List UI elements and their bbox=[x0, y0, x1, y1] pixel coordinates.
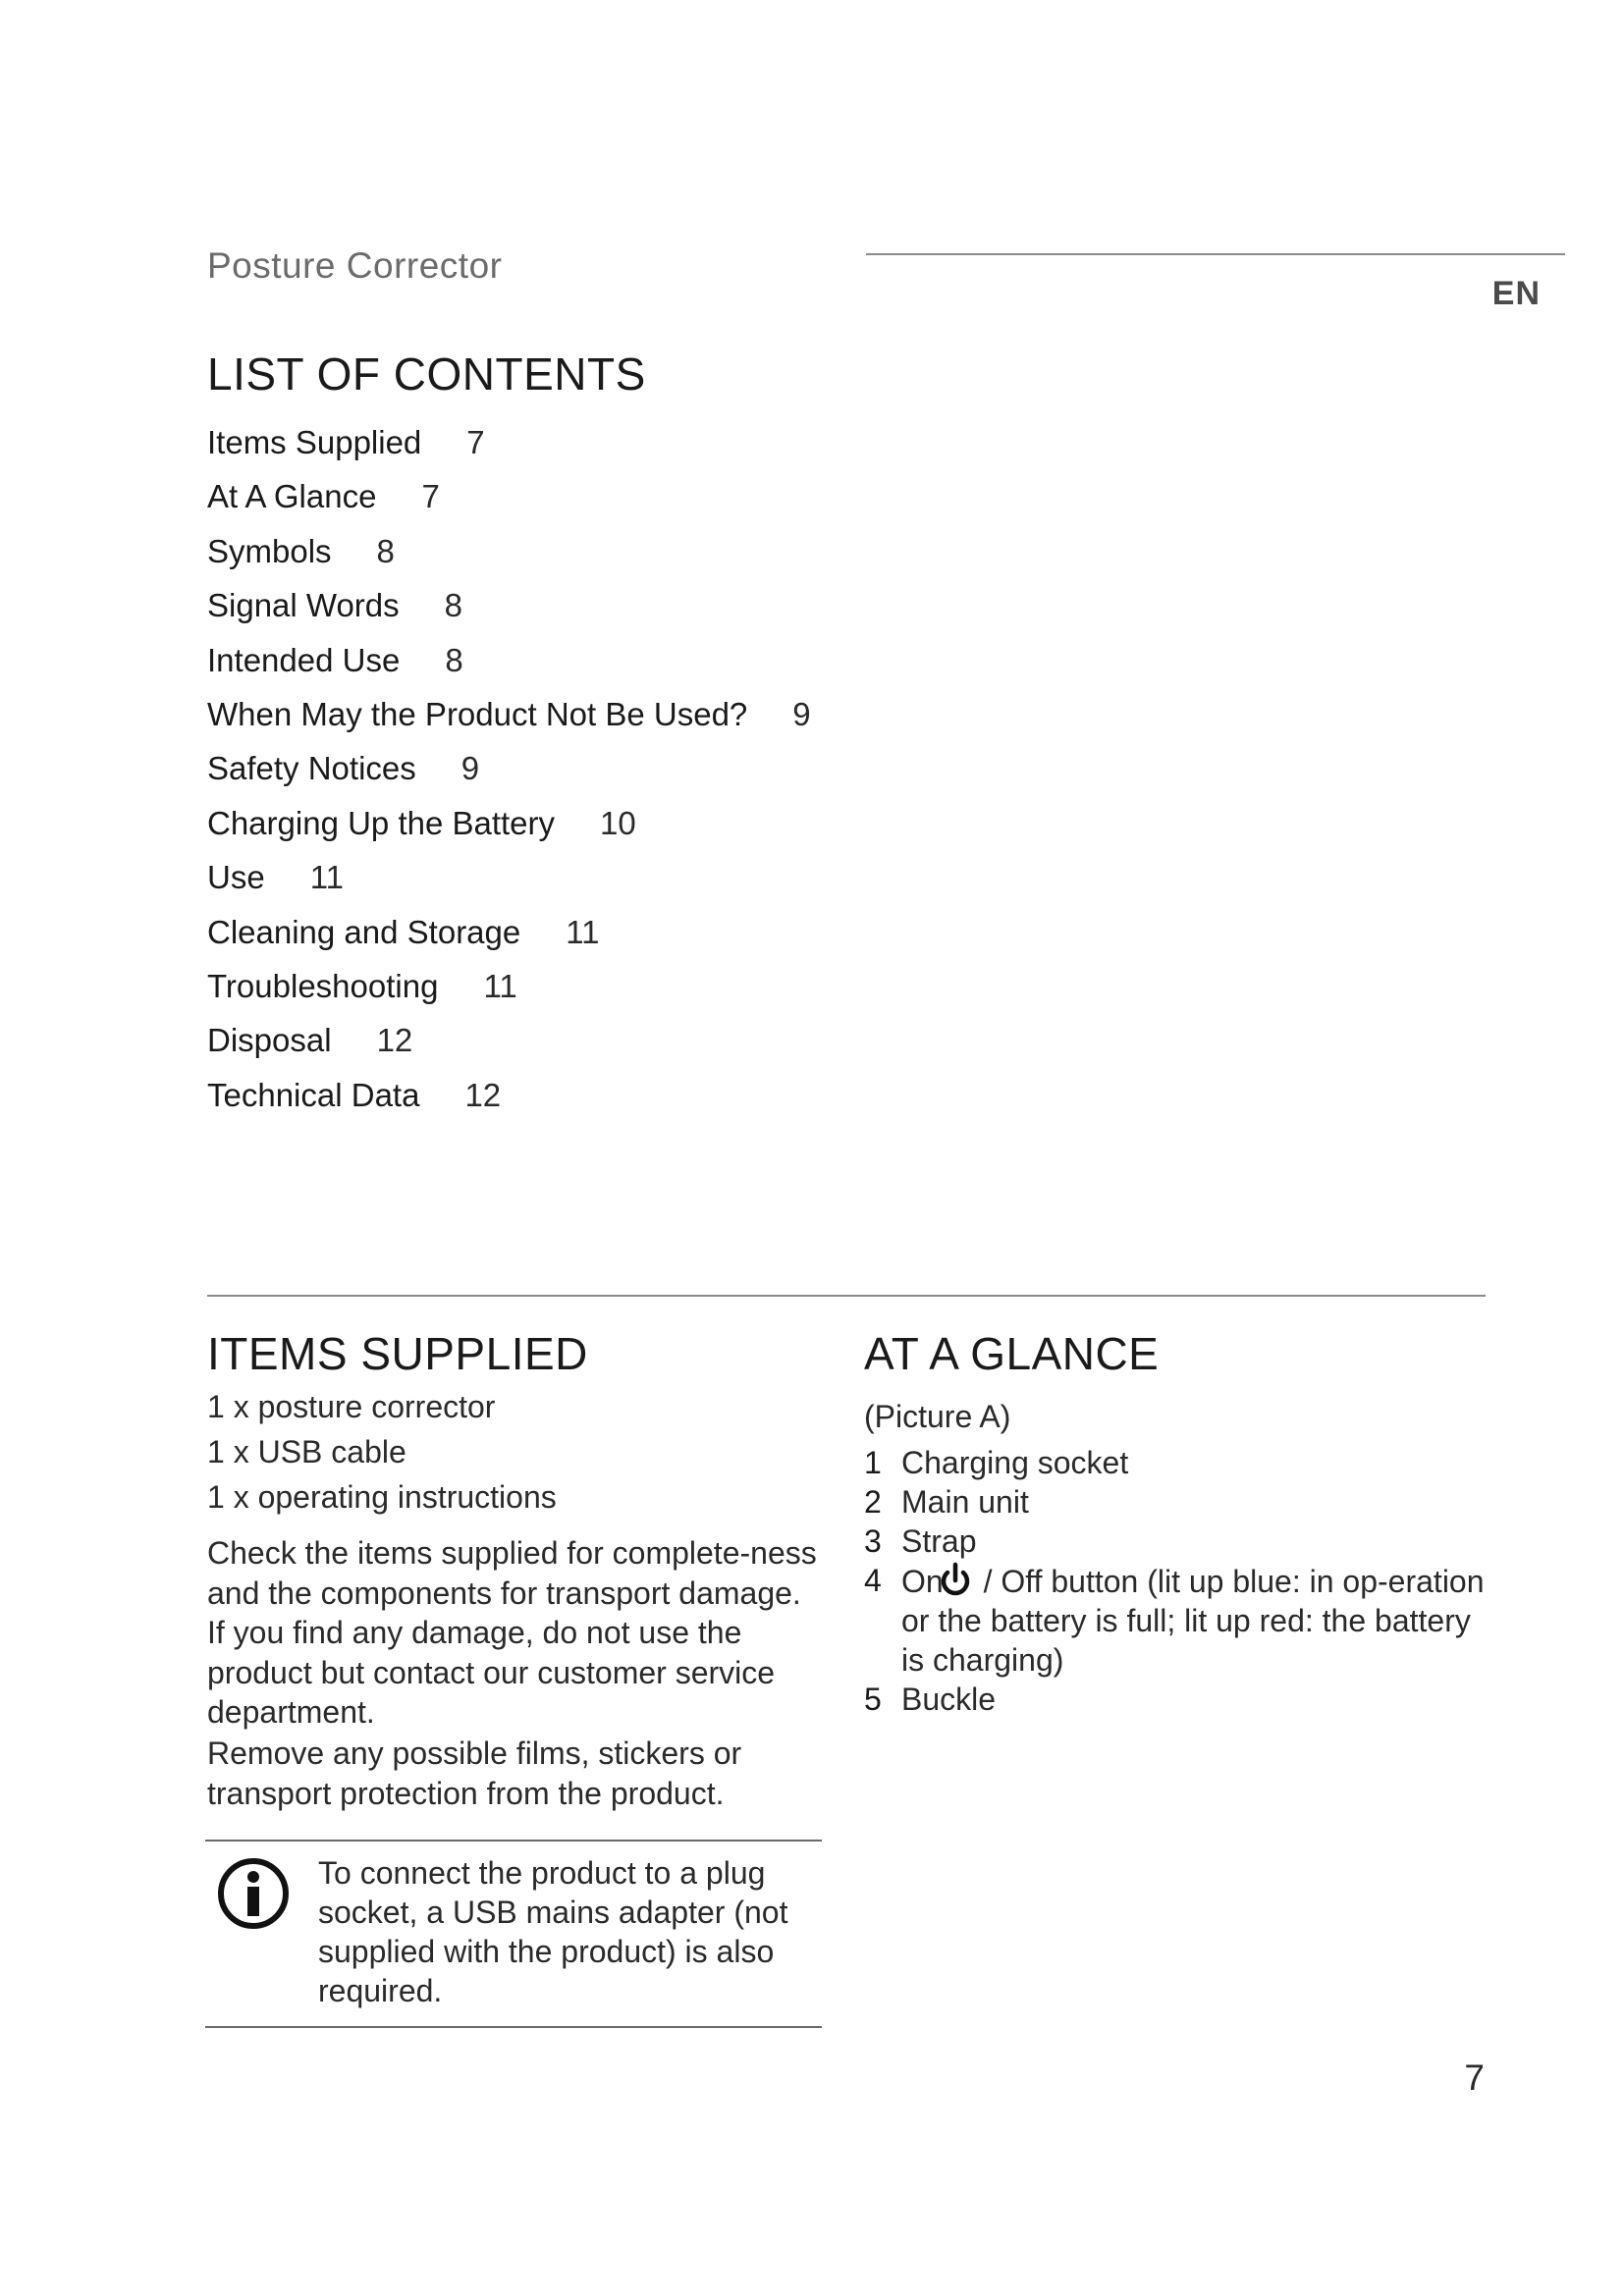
toc-entry[interactable] bbox=[207, 741, 811, 795]
toc-entry[interactable] bbox=[207, 633, 811, 687]
toc-entry-page: 11 bbox=[566, 913, 600, 950]
toc-entry-page: 10 bbox=[600, 804, 636, 841]
part-number: 3 bbox=[864, 1523, 882, 1559]
list-item bbox=[864, 1561, 1492, 1680]
toc-entry[interactable] bbox=[207, 578, 811, 632]
part-number: 2 bbox=[864, 1484, 882, 1520]
check-items-paragraph: Check the items supplied for complete-ness and the components for transport damage. If you find any damage, do not use the product but contact our customer service department. bbox=[207, 1535, 817, 1730]
section-divider bbox=[207, 1295, 1486, 1297]
document-title: Posture Corrector bbox=[207, 245, 503, 286]
list-item bbox=[864, 1680, 1492, 1719]
toc-entry[interactable] bbox=[207, 687, 811, 741]
toc-entry-page: 8 bbox=[444, 587, 463, 624]
toc-entry-label: When May the Product Not Be Used? bbox=[207, 695, 748, 732]
toc-entry-page: 12 bbox=[464, 1076, 502, 1113]
toc-entry[interactable] bbox=[207, 850, 811, 904]
table-of-contents bbox=[207, 415, 811, 1122]
toc-entry-page: 12 bbox=[376, 1022, 413, 1059]
toc-entry-label: Use bbox=[207, 859, 265, 896]
toc-entry-page: 11 bbox=[483, 967, 517, 1004]
part-label-wrapper bbox=[901, 1561, 1492, 1680]
toc-entry-label: Disposal bbox=[207, 1022, 332, 1059]
toc-entry-page: 8 bbox=[376, 532, 395, 569]
list-item bbox=[864, 1443, 1492, 1482]
part-label: Strap bbox=[901, 1523, 977, 1559]
language-code: EN bbox=[1491, 275, 1541, 312]
info-note-box bbox=[205, 1840, 822, 2028]
items-supplied-heading: ITEMS SUPPLIED bbox=[207, 1328, 588, 1379]
toc-entry[interactable] bbox=[207, 1013, 811, 1067]
part-number: 5 bbox=[864, 1682, 882, 1717]
page-number: 7 bbox=[1464, 2057, 1485, 2098]
toc-entry[interactable] bbox=[207, 1068, 811, 1122]
list-item: 1 x USB cable bbox=[207, 1434, 406, 1469]
toc-entry-page: 7 bbox=[466, 424, 485, 460]
toc-entry-label: Intended Use bbox=[207, 641, 401, 678]
items-supplied-list bbox=[207, 1384, 557, 1520]
part-label: Main unit bbox=[901, 1484, 1029, 1520]
toc-entry-page: 7 bbox=[421, 478, 440, 515]
part-label: Charging socket bbox=[901, 1445, 1129, 1480]
toc-entry-label: At A Glance bbox=[207, 478, 377, 515]
toc-entry[interactable] bbox=[207, 959, 811, 1013]
part-label: / Off button (lit up blue: in op-eration or the battery is full; lit up red: the battery is charging) bbox=[901, 1564, 1485, 1678]
part-label: Buckle bbox=[901, 1682, 997, 1717]
toc-entry-label: Symbols bbox=[207, 532, 332, 569]
toc-entry[interactable] bbox=[207, 905, 811, 959]
info-icon bbox=[217, 1857, 290, 1930]
part-number: 4 bbox=[864, 1563, 882, 1598]
toc-entry-label: Cleaning and Storage bbox=[207, 913, 521, 950]
toc-entry[interactable] bbox=[207, 796, 811, 850]
picture-reference: (Picture A) bbox=[864, 1399, 1011, 1434]
toc-entry-page: 8 bbox=[445, 641, 463, 678]
info-note-text: To connect the product to a plug socket, a USB mains adapter (not supplied with the product) is also required. bbox=[318, 1855, 788, 2008]
toc-entry-label: Technical Data bbox=[207, 1076, 420, 1113]
toc-entry-page: 11 bbox=[309, 859, 344, 896]
toc-entry-label: Safety Notices bbox=[207, 750, 416, 787]
power-icon bbox=[936, 1561, 975, 1600]
toc-entry-label: Items Supplied bbox=[207, 424, 422, 460]
list-item bbox=[864, 1482, 1492, 1522]
remove-protection-paragraph: Remove any possible films, stickers or transport protection from the product. bbox=[207, 1735, 742, 1811]
toc-entry-label: Troubleshooting bbox=[207, 967, 439, 1004]
part-number: 1 bbox=[864, 1445, 882, 1480]
list-item: 1 x posture corrector bbox=[207, 1389, 496, 1424]
toc-heading: LIST OF CONTENTS bbox=[207, 348, 646, 400]
toc-entry[interactable] bbox=[207, 415, 811, 469]
toc-entry-label: Signal Words bbox=[207, 587, 400, 624]
at-a-glance-heading: AT A GLANCE bbox=[864, 1328, 1160, 1379]
toc-entry-page: 9 bbox=[460, 750, 480, 787]
list-item: 1 x operating instructions bbox=[207, 1479, 557, 1515]
toc-entry[interactable] bbox=[207, 524, 811, 578]
toc-entry[interactable] bbox=[207, 469, 811, 523]
toc-entry-page: 9 bbox=[792, 695, 811, 732]
toc-entry-label: Charging Up the Battery bbox=[207, 804, 556, 841]
parts-list bbox=[864, 1443, 1492, 1719]
header-rule bbox=[866, 253, 1565, 255]
part-label-prefix: On bbox=[901, 1564, 944, 1599]
list-item bbox=[864, 1522, 1492, 1561]
